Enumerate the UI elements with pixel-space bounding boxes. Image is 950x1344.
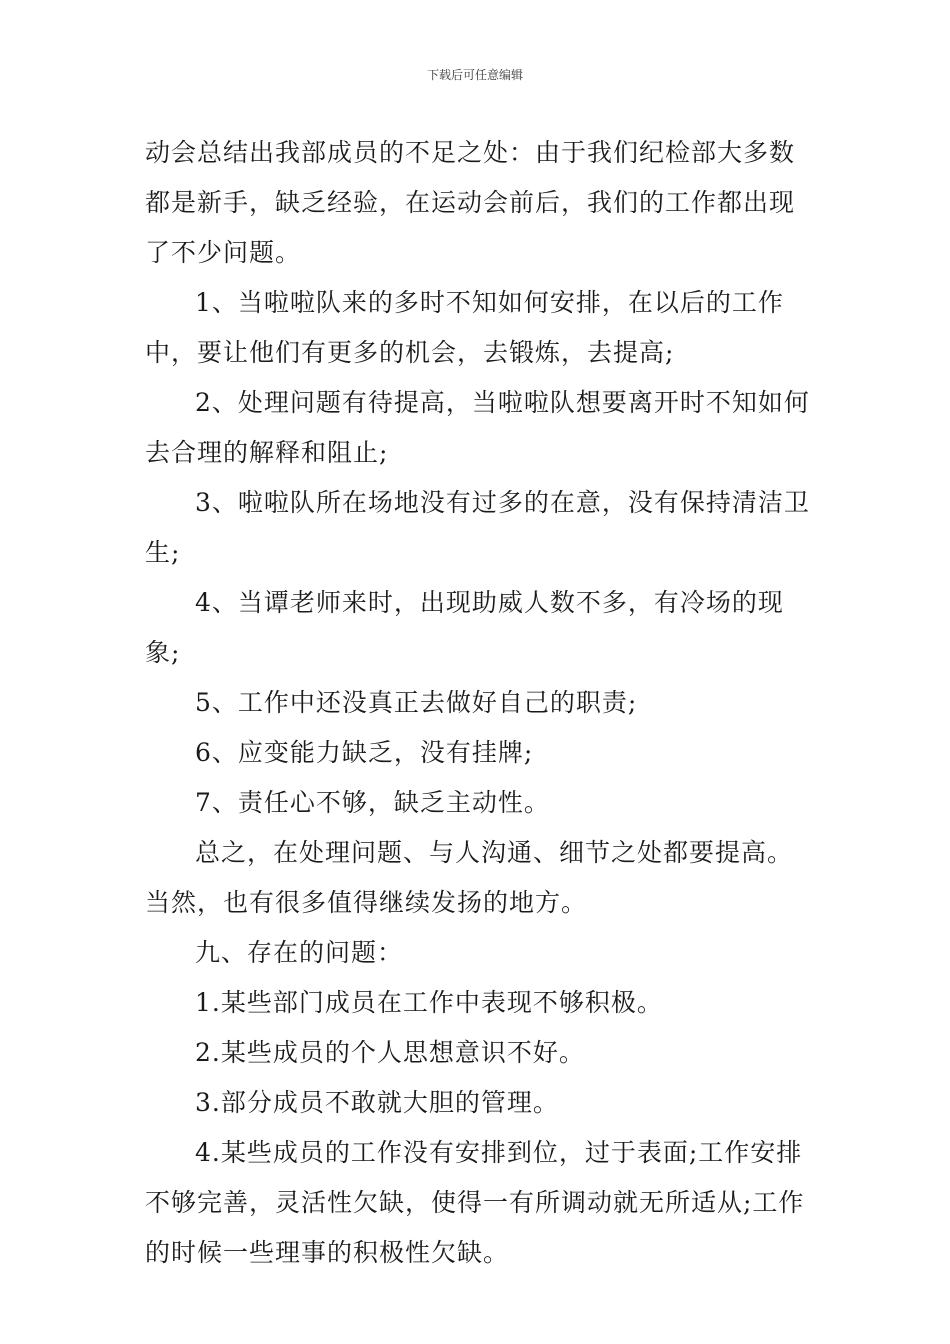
paragraph-item-7: 7、责任心不够，缺乏主动性。	[195, 788, 550, 817]
document-body	[145, 128, 815, 1278]
paragraph-item-5: 5、工作中还没真正去做好自己的职责;	[195, 688, 638, 717]
problem-item-4: 4.某些成员的工作没有安排到位，过于表面;工作安排不够完善，灵活性欠缺，使得一有所调动就无所适从;工作的时候一些理事的积极性欠缺。	[145, 1138, 805, 1267]
paragraph-summary: 总之，在处理问题、与人沟通、细节之处都要提高。当然，也有很多值得继续发扬的地方。	[145, 838, 794, 917]
paragraph-item-4: 4、当谭老师来时，出现助威人数不多，有冷场的现象;	[145, 588, 784, 667]
page-header-note: 下载后可任意编辑	[426, 68, 523, 82]
problem-item-2: 2.某些成员的个人思想意识不好。	[195, 1038, 585, 1067]
paragraph-item-2: 2、处理问题有待提高，当啦啦队想要离开时不知如何去合理的解释和阻止;	[145, 388, 810, 467]
paragraph-item-3: 3、啦啦队所在场地没有过多的在意，没有保持清洁卫生;	[145, 488, 810, 567]
paragraph-item-1: 1、当啦啦队来的多时不知如何安排，在以后的工作中，要让他们有更多的机会，去锻炼，去提高;	[145, 288, 784, 367]
problem-item-3: 3.部分成员不敢就大胆的管理。	[195, 1088, 559, 1117]
paragraph-item-6: 6、应变能力缺乏，没有挂牌;	[195, 738, 534, 767]
section-heading-problems: 九、存在的问题：	[195, 938, 404, 967]
paragraph-intro: 动会总结出我部成员的不足之处：由于我们纪检部大多数都是新手，缺乏经验，在运动会前后，我们的工作都出现了不少问题。	[145, 138, 796, 267]
problem-item-1: 1.某些部门成员在工作中表现不够积极。	[195, 988, 663, 1017]
